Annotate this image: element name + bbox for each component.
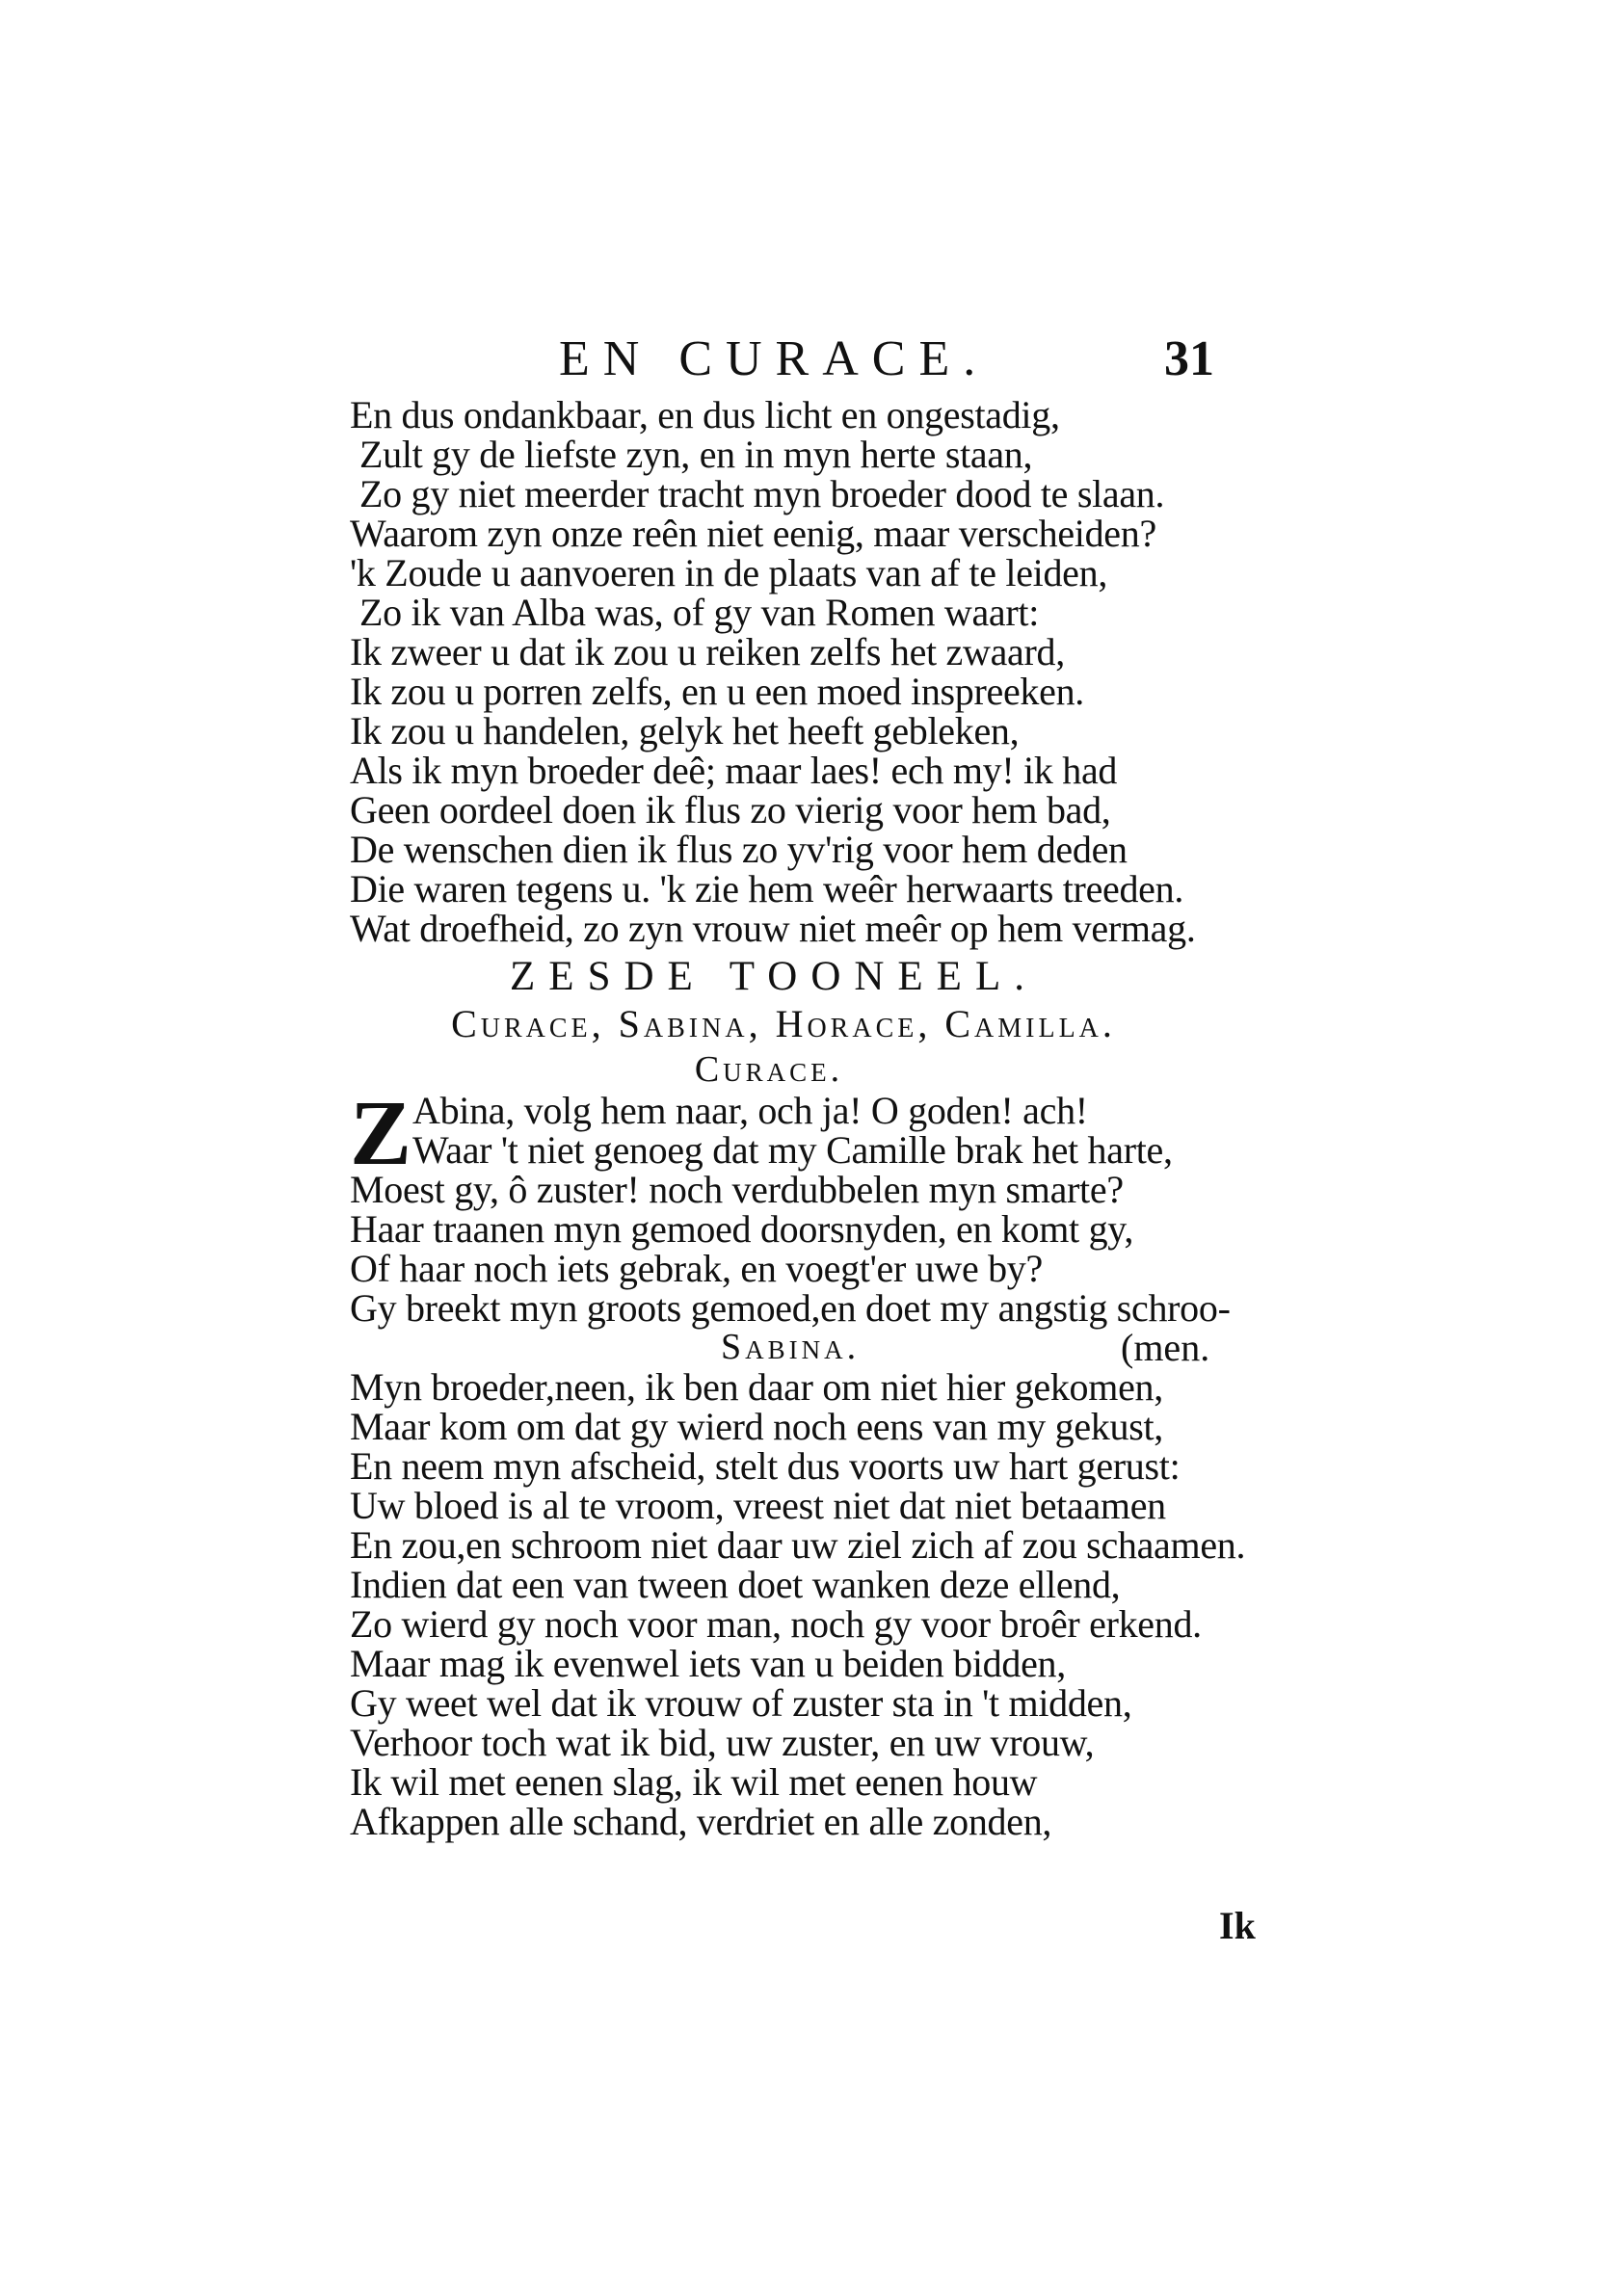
verse-line: Waarom zyn onze reên niet eenig, maar verscheiden?: [350, 512, 1156, 555]
curace-speech: [350, 1170, 1256, 1328]
dramatis-personae: Curace, Sabina, Horace, Camilla.: [451, 1002, 1116, 1045]
verse-line: 'k Zoude u aanvoeren in de plaats van af te leiden,: [350, 551, 1108, 594]
sabina-speech: [350, 1367, 1256, 1841]
verse-group-1: [350, 395, 1256, 948]
catchword: Ik: [1219, 1904, 1256, 1947]
verse-line: Indien dat een van tween doet wanken deze ellend,: [350, 1563, 1121, 1606]
verse-line: Gy breekt myn groots gemoed,en doet my angstig schroo-: [350, 1286, 1231, 1330]
turnover-word: (men.: [1121, 1326, 1210, 1369]
page-header: [347, 326, 1234, 393]
verse-line: Zo gy niet meerder tracht myn broeder dood te slaan.: [359, 472, 1165, 515]
verse-line: De wenschen dien ik flus zo yv'rig voor hem deden: [350, 828, 1128, 871]
page-number: 31: [1164, 331, 1214, 386]
verse-line: Zult gy de liefste zyn, en in myn herte staan,: [359, 433, 1033, 476]
verse-line: Maar kom om dat gy wierd noch eens van my gekust,: [350, 1405, 1163, 1448]
verse-line: Wat droefheid, zo zyn vrouw niet meêr op hem vermag.: [350, 907, 1196, 950]
verse-line: Abina, volg hem naar, och ja! O goden! ach!: [412, 1089, 1088, 1132]
curace-opening: [350, 1081, 1256, 1184]
text-block: [350, 395, 1256, 1841]
verse-line: Afkappen alle schand, verdriet en alle zonden,: [350, 1800, 1052, 1843]
verse-line: Geen oordeel doen ik flus zo vierig voor hem bad,: [350, 788, 1111, 831]
verse-line: Haar traanen myn gemoed doorsnyden, en komt gy,: [350, 1207, 1134, 1251]
scene-title: ZESDE TOONEEL.: [510, 954, 1038, 999]
verse-line: Ik zou u porren zelfs, en u een moed inspreeken.: [350, 670, 1084, 713]
verse-line: Gy weet wel dat ik vrouw of zuster sta in 't midden,: [350, 1681, 1132, 1725]
verse-line: Uw bloed is al te vroom, vreest niet dat niet betaamen: [350, 1484, 1166, 1527]
verse-line: Myn broeder,neen, ik ben daar om niet hier gekomen,: [350, 1365, 1163, 1409]
sabina-speaker-row: [350, 1328, 1256, 1367]
verse-line: Die waren tegens u. 'k zie hem weêr herwaarts treeden.: [350, 867, 1184, 910]
verse-line: En neem myn afscheid, stelt dus voorts uw hart gerust:: [350, 1444, 1181, 1488]
verse-line: Maar mag ik evenwel iets van u beiden bidden,: [350, 1642, 1066, 1685]
verse-line: Moest gy, ô zuster! noch verdubbelen myn smarte?: [350, 1168, 1124, 1211]
verse-line: Als ik myn broeder deê; maar laes! ech my! ik had: [350, 749, 1118, 792]
speaker-name: Curace.: [694, 1049, 844, 1090]
verse-line: Ik wil met eenen slag, ik wil met eenen houw: [350, 1760, 1038, 1804]
verse-line: Zo ik van Alba was, of gy van Romen waart:: [359, 591, 1040, 634]
speaker-name: Sabina.: [721, 1327, 861, 1367]
verse-line: Ik zweer u dat ik zou u reiken zelfs het zwaard,: [350, 630, 1065, 673]
verse-line: Ik zou u handelen, gelyk het heeft gebleken,: [350, 709, 1020, 752]
verse-line: Of haar noch iets gebrak, en voegt'er uwe by?: [350, 1247, 1043, 1290]
verse-line: Verhoor toch wat ik bid, uw zuster, en uw vrouw,: [350, 1721, 1095, 1764]
verse-line: En dus ondankbaar, en dus licht en ongestadig,: [350, 393, 1060, 436]
drop-cap: Z: [350, 1081, 412, 1184]
verse-line: Waar 't niet genoeg dat my Camille brak het harte,: [412, 1128, 1173, 1172]
verse-line: En zou,en schroom niet daar uw ziel zich af zou schaamen.: [350, 1523, 1246, 1567]
running-title: EN CURACE.: [559, 331, 990, 386]
verse-line: Zo wierd gy noch voor man, noch gy voor broêr erkend.: [350, 1602, 1202, 1646]
